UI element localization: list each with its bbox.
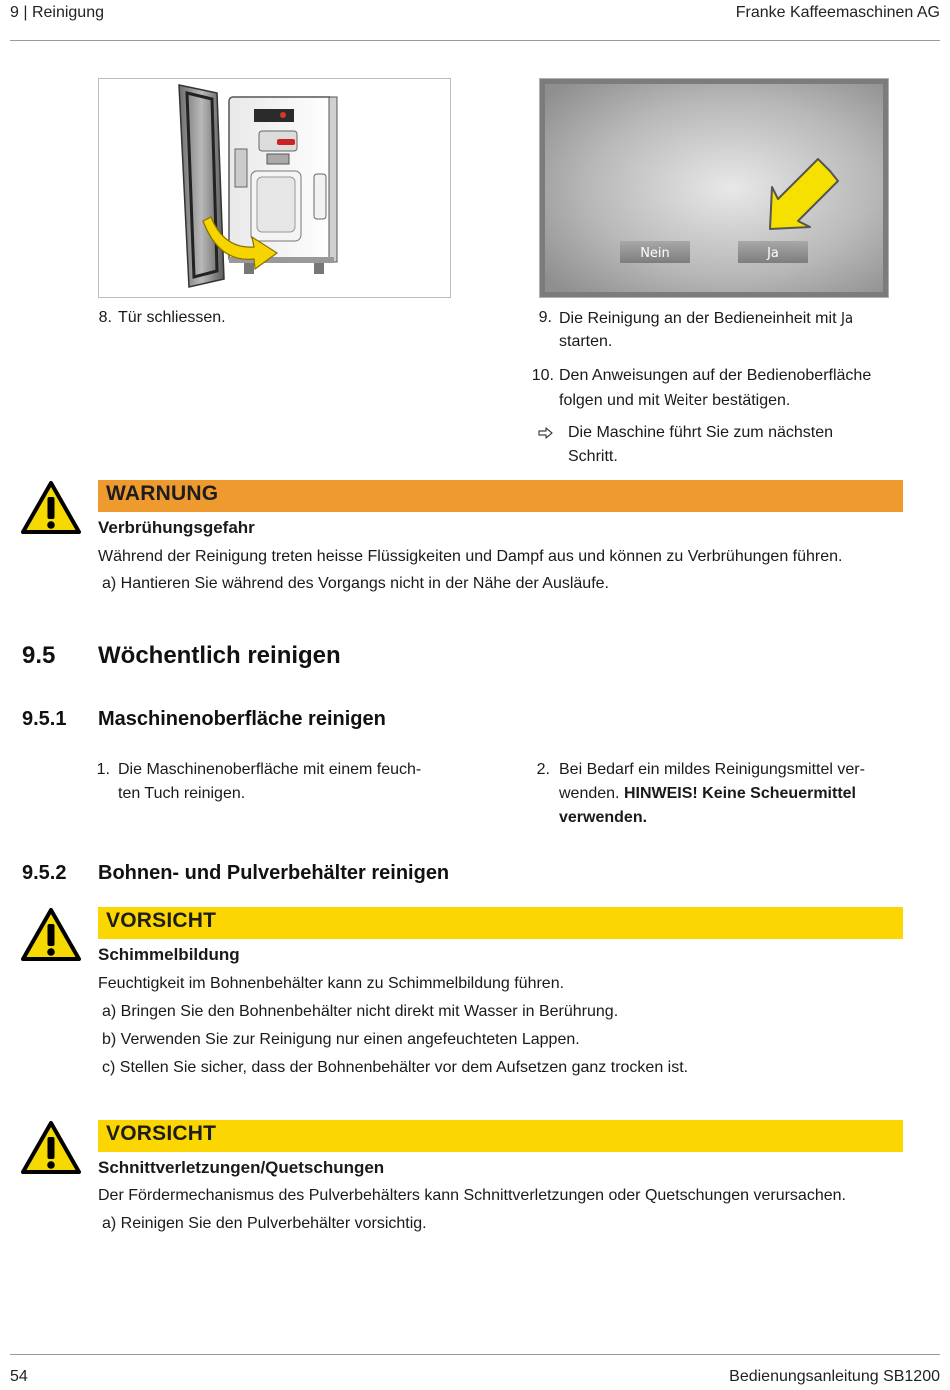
step-text: Die Maschinenoberfläche mit einem feuch- [118,761,422,778]
footer-rule [10,1354,940,1355]
hazard-text: Während der Reinigung treten heisse Flüssigkeiten und Dampf aus und können zu Verbrühungen führen. [98,548,843,565]
step-10 [530,364,940,414]
touchscreen-illustration [540,79,888,297]
ui-weiter-reference: Weiter [663,391,708,409]
step-2 [536,758,936,832]
step-number: 1. [96,761,110,778]
footer-document-title: Bedienungsanleitung SB1200 [729,1368,940,1385]
caution-label: VORSICHT [106,909,217,932]
caution-label: VORSICHT [106,1122,217,1145]
header-company: Franke Kaffeemaschinen AG [735,4,940,21]
step-1 [96,758,516,808]
step-text: Bei Bedarf ein mildes Reinigungsmittel ver- [559,761,865,778]
notice-text: HINWEIS! Keine Scheuermittel [623,785,856,802]
page-number: 54 [10,1368,28,1385]
step-8 [96,306,516,332]
nein-label: Nein [640,246,670,261]
step-9 [534,306,934,356]
hazard-measure: a) Bringen Sie den Bohnenbehälter nicht direkt mit Wasser in Berührung. [102,1003,619,1020]
result-text-cont: Schritt. [568,448,618,465]
step-text: Die Reinigung an der Bedieneinheit mit [559,310,841,327]
hazard-measure: c) Stellen Sie sicher, dass der Bohnenbehälter vor dem Aufsetzen ganz trocken ist. [102,1059,689,1076]
section-number: 9.5 [22,642,56,669]
hazard-title: Schnittverletzungen/Quetschungen [98,1158,385,1177]
hazard-measure: a) Reinigen Sie den Pulverbehälter vorsichtig. [102,1215,427,1232]
step-number: 9. [538,309,552,326]
notice-text-cont: verwenden. [559,809,648,826]
step-text-cont: ten Tuch reinigen. [118,785,246,802]
hazard-title: Verbrühungsgefahr [98,518,255,537]
machine-door-illustration [99,79,450,297]
step-number: 8. [98,309,112,326]
warning-label: WARNUNG [106,482,219,505]
hazard-measure: b) Verwenden Sie zur Reinigung nur einen angefeuchteten Lappen. [102,1031,580,1048]
hazard-text: Feuchtigkeit im Bohnenbehälter kann zu Schimmelbildung führen. [98,975,565,992]
caution-triangle-icon [20,1120,82,1176]
step-text-cont: starten. [559,333,613,350]
step-text: Den Anweisungen auf der Bedienoberfläche [559,367,872,384]
warning-triangle-icon [20,480,82,536]
section-title: Wöchentlich reinigen [98,642,341,669]
step-result [538,421,938,471]
hazard-measure: a) Hantieren Sie während des Vorgangs nicht in der Nähe der Ausläufe. [102,575,609,592]
ui-ja-reference: Ja [840,309,854,327]
step-number: 10. [531,367,554,384]
result-text: Die Maschine führt Sie zum nächsten [568,424,834,441]
warning-banner [98,480,903,512]
subsection-title: Bohnen- und Pulverbehälter reinigen [98,862,450,884]
step-text-cont: wenden. [559,785,624,802]
subsection-number: 9.5.1 [22,708,67,730]
step-number: 2. [536,761,550,778]
figure-touchscreen [539,78,889,298]
caution-banner [98,907,903,939]
caution-banner [98,1120,903,1152]
subsection-title: Maschinenoberfläche reinigen [98,708,386,730]
hazard-title: Schimmelbildung [98,945,240,964]
header-rule [10,40,940,41]
hazard-text: Der Fördermechanismus des Pulverbehälters kann Schnittverletzungen oder Quetschungen verursachen. [98,1187,846,1204]
caution-triangle-icon [20,907,82,963]
header-chapter: 9 | Reinigung [10,4,104,21]
figure-machine-door [98,78,451,298]
subsection-number: 9.5.2 [22,862,67,884]
result-arrow-icon [538,427,554,439]
step-text: Tür schliessen. [118,309,226,326]
step-text-cont: folgen und mit [559,392,664,409]
step-text-end: bestätigen. [707,392,791,409]
ja-label: Ja [767,246,779,261]
